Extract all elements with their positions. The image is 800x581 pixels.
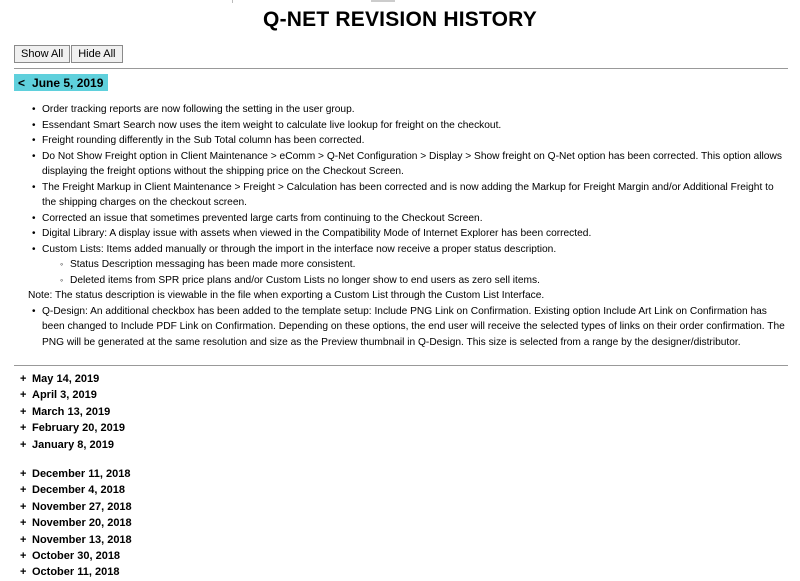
expand-icon: +	[20, 422, 27, 435]
toolbar	[14, 45, 123, 63]
version-item[interactable]	[20, 420, 125, 436]
version-date: December 11, 2018	[32, 468, 131, 480]
custom-list-note: Note: The status description is viewable in the file when exporting a Custom List through the Custom List Interface.	[28, 290, 545, 301]
list-item	[28, 242, 788, 304]
list-item: • Order tracking reports are now following the setting in the user group.	[28, 102, 788, 118]
expand-icon: +	[20, 468, 27, 480]
version-date: January 8, 2019	[32, 438, 114, 451]
expand-icon: +	[20, 405, 27, 418]
sub-list-item: ◦ Deleted items from SPR price plans and/or Custom Lists no longer show to end users as zero sell items.	[56, 273, 788, 289]
version-item[interactable]	[20, 515, 132, 531]
list-item: • Do Not Show Freight option in Client Maintenance > eComm > Q-Net Configuration > Display > Show freight on Q-Net option has been corrected. This option allows displaying the freight options without the shipping price on the Checkout Screen.	[28, 149, 788, 180]
version-item[interactable]	[20, 437, 125, 453]
list-item: • Essendant Smart Search now uses the item weight to calculate live lookup for freight on the checkout.	[28, 118, 788, 134]
version-item[interactable]	[20, 466, 132, 482]
expand-icon: +	[20, 566, 27, 579]
version-header-june-5-2019[interactable]	[14, 74, 108, 91]
page-title: Q-NET REVISION HISTORY	[263, 8, 537, 31]
expand-icon: +	[20, 517, 27, 530]
divider	[14, 68, 788, 69]
list-item: • Q-Design: An additional checkbox has been added to the template setup: Include PNG Link on Confirmation. Existing option Include Art Link on Confirmation has been changed to Include PDF Link on Confirmation. Depending on these options, the end user will receive the selected types of links on their order confirmation. The PNG will be generated at the same resolution and size as the Preview thumbnail in Q-Design. This size is selected from a range by the designer/distributor.	[28, 304, 788, 351]
list-item: • Freight rounding differently in the Sub Total column has been corrected.	[28, 133, 788, 149]
expand-icon: +	[20, 373, 27, 385]
revision-notes	[28, 102, 788, 350]
expand-icon: +	[20, 500, 27, 513]
list-item: • Corrected an issue that sometimes prevented large carts from continuing to the Checkout Screen.	[28, 211, 788, 227]
sub-list	[42, 257, 788, 288]
version-item[interactable]	[20, 482, 132, 498]
top-edge	[0, 0, 800, 4]
version-date: April 3, 2019	[32, 389, 97, 402]
version-list-2018	[20, 466, 132, 581]
version-item[interactable]	[20, 404, 125, 420]
show-all-button[interactable]: Show All	[14, 45, 70, 63]
top-tick	[371, 0, 395, 2]
collapse-icon: <	[18, 75, 26, 90]
version-date: November 13, 2018	[32, 533, 132, 546]
hide-all-button[interactable]: Hide All	[71, 45, 122, 63]
version-date: December 4, 2018	[32, 484, 125, 497]
version-item[interactable]	[20, 564, 132, 580]
version-date: November 20, 2018	[32, 517, 132, 530]
version-date: February 20, 2019	[32, 422, 125, 435]
list-item: • The Freight Markup in Client Maintenance > Freight > Calculation has been corrected and is now adding the Markup for Freight Margin and/or Additional Freight to the shipping charges on the checkout screen.	[28, 180, 788, 211]
version-item[interactable]	[20, 532, 132, 548]
list-item: • Digital Library: A display issue with assets when viewed in the Compatibility Mode of Internet Explorer has been corrected.	[28, 226, 788, 242]
top-tick	[232, 0, 233, 3]
version-list-2019	[20, 371, 125, 453]
divider	[14, 365, 788, 366]
expand-icon: +	[20, 389, 27, 402]
version-item[interactable]	[20, 548, 132, 564]
expand-icon: +	[20, 533, 27, 546]
custom-lists-text: Custom Lists: Items added manually or through the import in the interface now receive a proper status description.	[42, 243, 557, 255]
version-item[interactable]	[20, 499, 132, 515]
version-date: October 11, 2018	[32, 566, 120, 579]
version-date: March 13, 2019	[32, 405, 111, 418]
expand-icon: +	[20, 549, 27, 562]
version-date: October 30, 2018	[32, 549, 121, 562]
version-date: June 5, 2019	[32, 75, 104, 90]
version-item[interactable]	[20, 371, 125, 387]
version-item[interactable]	[20, 387, 125, 403]
expand-icon: +	[20, 438, 27, 451]
sub-list-item: ◦ Status Description messaging has been made more consistent.	[56, 257, 788, 273]
expand-icon: +	[20, 484, 27, 497]
version-date: May 14, 2019	[32, 373, 100, 385]
version-date: November 27, 2018	[32, 500, 132, 513]
